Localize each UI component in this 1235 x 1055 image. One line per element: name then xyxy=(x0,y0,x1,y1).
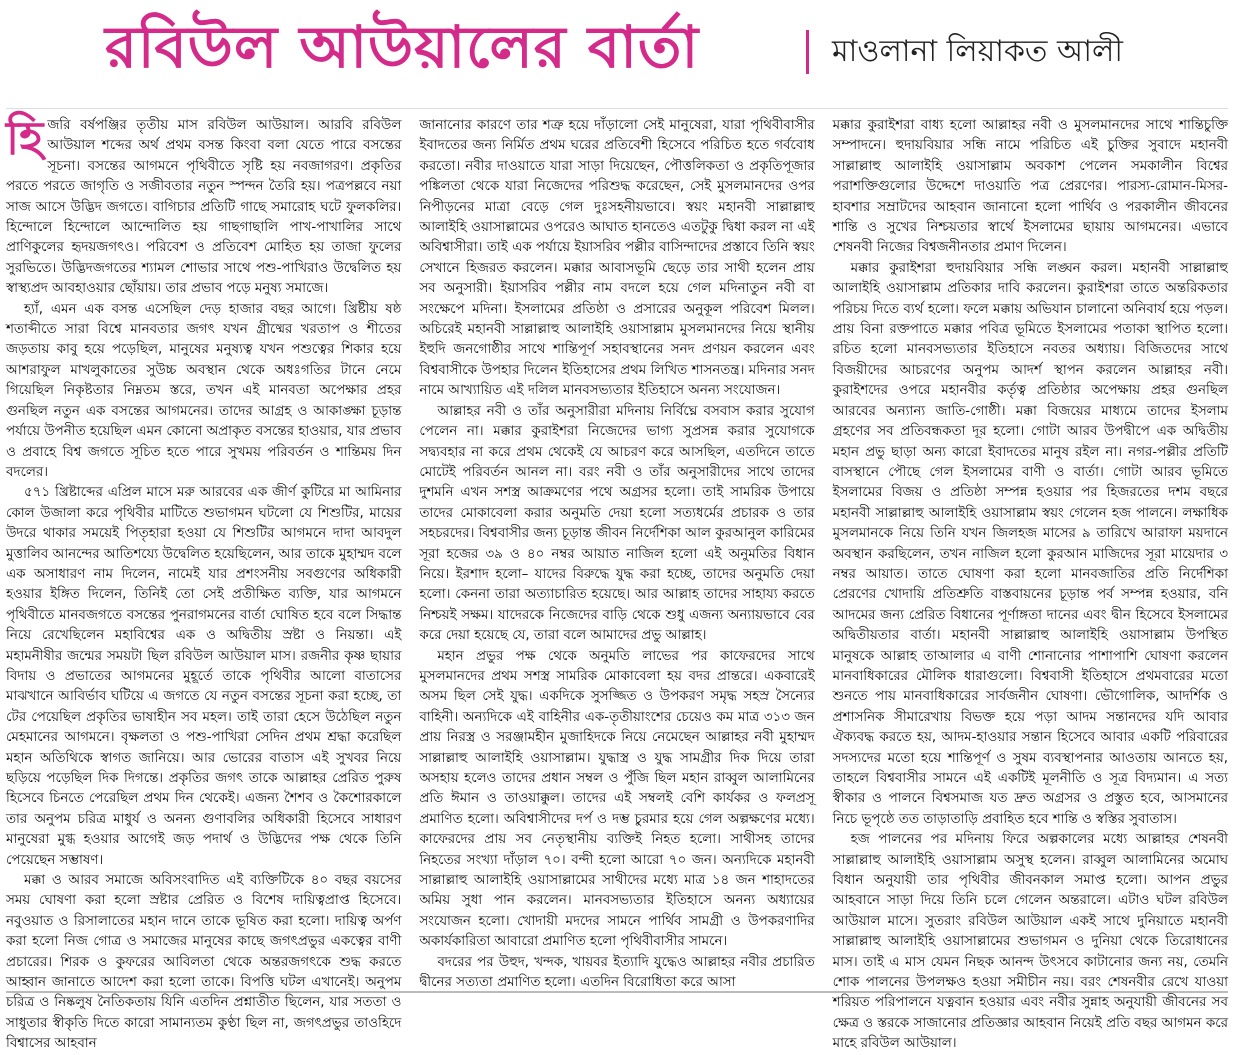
article-column-3 xyxy=(832,116,1228,1052)
article-paragraph: মক্কার কুরাইশরা হুদায়বিয়ার সন্ধি লঙ্ঘন করল। মহানবী সাল্লাল্লাহু আলাইহি ওয়াসাল্লাম প্রতিকার দাবি করলেন। কুরাইশরা তাতে অন্তরিকতার পরিচয় দিতে ব্যর্থ হলো। ফলে মক্কায় অভিযান চালানো অনিবার্য হয়ে পড়ল। প্রায় বিনা রক্তপাতে মক্কার পবিত্র ভূমিতে ইসলামের পতাকা স্থাপিত হলো। রচিত হলো মানবসভ্যতার ইতিহাসে নবতর অধ্যায়। বিজিতদের সাথে বিজয়ীদের আচরণের অনুপম আদর্শ স্থাপন করলেন আল্লাহর নবী। কুরাইশদের ওপরে মহানবীর কর্তৃত্ব প্রতিষ্ঠার অপেক্ষায় প্রহর গুনছিল আরবের অন্যান্য জাতি-গোষ্ঠী। মক্কা বিজয়ের মাধ্যমে তাদের ইসলাম গ্রহণের সব প্রতিবন্ধকতা দূর হলো। গোটা আরব উপদ্বীপে এক অদ্বিতীয় মহান প্রভু ছাড়া অন্য কারো ইবাদতের মানুষ রইল না। নগর-পল্লীর প্রতিটি বাসস্থানে পৌছে গেল ইসলামের বাণী ও বার্তা। গোটা আরব ভূমিতে ইসলামের বিজয় ও প্রতিষ্ঠা সম্পন্ন হওয়ার পর হিজরতের দশম বছরে মহানবী সাল্লাল্লাহু আলাইহি ওয়াসাল্লাম স্বয়ং গেলেন হজ পালনে। লক্ষাধিক মুসলমানকে নিয়ে তিনি যখন জিলহজ মাসের ৯ তারিখে আরাফা ময়দানে অবস্থান করছিলেন, তখন নাজিল হলো কুরআন মাজিদের সূরা মায়েদার ৩ নম্বর আয়াত। তাতে ঘোষণা করা হলো মানবজাতির প্রতি নির্দেশিকা প্রেরণের খোদায়ি প্রতিশ্রুতি বাস্তবায়নের চূড়ান্ত পর্ব সম্পন্ন হওয়ার, বনি আদমের জন্য প্রেরিত বিধানের পূর্ণাঙ্গতা দানের এবং দ্বীন হিসেবে ইসলামের অদ্বিতীয়তার বার্তা। মহানবী সাল্লাল্লাহু আলাইহি ওয়াসাল্লাম উপস্থিত মানুষকে আল্লাহ তাআলার এ বাণী শোনানোর পাশাপাশি ঘোষণা করলেন মানবাধিকারের মৌলিক ধারাগুলো। বিশ্ববাসী ইতিহাসে প্রথমবারের মতো শুনতে পায় মানবাধিকারের সার্বজনীন ঘোষণা। ভৌগোলিক, আদর্শিক ও প্রশাসনিক সীমারেখায় বিভক্ত হয়ে পড়া আদম সন্তানদের যদি আবার ঐক্যবদ্ধ করতে হয়, আদম-হাওয়ার সন্তান হিসেবে আবার একটি পরিবারের সদস্যদের মতো হয়ে শান্তিপূর্ণ ও সুষম ব্যবস্থাপনার আওতায় আনতে হয়, তাহলে বিশ্ববাসীর সামনে এই একটিই মূলনীতি ও সূত্র বিদ্যমান। এ সত্য স্বীকার ও পালনে বিশ্বসমাজ যত দ্রুত অগ্রসর ও প্রস্তুত হবে, আসমানের নিচে ভূপৃষ্ঠে তত তাড়াতাড়ি প্রবাহিত হবে শান্তি ও স্বস্তির সুবাতাস। xyxy=(832,260,1228,827)
article-paragraph: মক্কা ও আরব সমাজে অবিসংবাদিত এই ব্যক্তিটিকে ৪০ বছর বয়সের সময় ঘোষণা করা হলো স্রষ্টার প্রেরিত ও বিশেষ দায়িত্বপ্রাপ্ত হিসেবে। নবুওয়াত ও রিসালাতের মহান দানে তাকে ভূষিত করা হলো। দায়িত্ব অর্পণ করা হলো নিজ গোত্র ও সমাজের মানুষের কাছে জগৎপ্রভুর একত্বের বাণী প্রচারের। শিরক ও কুফরের আবিলতা থেকে অন্তরজগৎকে শুদ্ধ করতে আহ্বান জানাতে আদেশ করা হলো তাকে। বিপত্তি ঘটল এখানেই। অনুপম চরিত্র ও নিষ্কলুষ নৈতিকতায় যিনি এতদিন প্রশ্নাতীত ছিলেন, যার সততা ও সাধুতার স্বীকৃতি দিতে কারো সামান্যতম কুণ্ঠা ছিল না, জগৎপ্রভুর তাওহিদে বিশ্বাসের আহবান xyxy=(6,873,402,1052)
article-columns xyxy=(6,111,1228,1052)
article-byline: মাওলানা লিয়াকত আলী xyxy=(832,34,1123,69)
article-masthead xyxy=(0,0,1235,100)
paragraph-text: জরি বর্ষপঞ্জির তৃতীয় মাস রবিউল আউয়াল। আরবি রবিউল আউয়াল শব্দের অর্থ প্রথম বসন্ত কিংবা বলা যেতে পারে বসন্তের সূচনা। বসন্তের আগমনে পৃথিবীতে সৃষ্টি হয় নবজাগরণ। প্রকৃতির পরতে পরতে জাগৃতি ও সজীবতার নতুন স্পন্দন তৈরি হয়। পত্রপল্লবে নয়া সাজ আসে উদ্ভিদ জগতে। বাগিচার প্রতিটি গাছে সমারোহ ঘটে ফুলকলির। হিন্দোলে হিন্দোলে আন্দোলিত হয় গাছগাছালি পাখ-পাখালির সাথে প্রাণিকুলের হৃদয়জগৎও। পরিবেশ ও প্রতিবেশ মোহিত হয় তাজা ফুলের সুরভিতে। উদ্ভিদজগতের শ্যামল শোভার সাথে পশু-পাখিরাও উদ্বেলিত হয় স্বাস্থ্যপ্রদ আবহাওয়ার ছোঁয়ায়। তার প্রভাব পড়ে মনুষ্য সমাজে। xyxy=(6,118,402,297)
article-column-2 xyxy=(419,116,814,992)
article-paragraph: হজ পালনের পর মদিনায় ফিরে অল্পকালের মধ্যে আল্লাহর শেষনবী সাল্লাল্লাহু আলাইহি ওয়াসাল্লাম অসুস্থ হলেন। রাব্বুল আলামিনের অমোঘ বিধান অনুযায়ী তার পৃথিবীর জীবনকাল সমাপ্ত হলো। আপন প্রভুর আহবানে সাড়া দিয়ে তিনি চলে গেলেন অন্তরালে। এটাও ঘটল রবিউল আউয়াল মাসে। সুতরাং রবিউল আউয়াল একই সাথে দুনিয়াতে মহানবী সাল্লাল্লাহু আলাইহি ওয়াসাল্লামের শুভাগমন ও দুনিয়া থেকে তিরোধানের মাস। তাই এ মাস যেমন নিছক আনন্দ উৎসবে কাটানোর জন্য নয়, তেমনি শোক পালনের উপলক্ষও হওয়া সমীচীন নয়। বরং শেষনবীর রেখে যাওয়া শরিয়ত পরিপালনে যত্নবান হওয়ার এবং নবীর সুন্নাহ অনুযায়ী জীবনের সব ক্ষেত্র ও স্তরকে সাজানোর প্রতিজ্ঞার আহবান নিয়েই প্রতি বছর আগমন করে মাহে রবিউল আউয়াল। xyxy=(832,832,1228,1052)
drop-cap: হি xyxy=(6,111,44,165)
article-paragraph: ৫৭১ খ্রিষ্টাব্দের এপ্রিল মাসে মরু আরবের এক জীর্ণ কুটিরে মা আমিনার কোল উজালা করে পৃথিবীর মাটিতে শুভাগমন ঘটলো যে শিশুটির, মায়ের উদরে থাকার সময়েই পিতৃহারা হওয়া যে শিশুটির আগমনে দাদা আবদুল মুত্তালিব আনন্দের আতিশয্যে উদ্বেলিত হয়েছিলেন, আর তাকে মুহাম্মদ বলে এক অসাধারণ নাম দিলেন, নামেই যার প্রশংসনীয় সবগুণের অধিকারী হওয়ার ইঙ্গিত দিলেন, তিনিই তো সেই প্রতীক্ষিত ব্যক্তি, যার আগমনে পৃথিবীতে মানবজগতে বসন্তের পুনরাগমনের বার্তা ঘোষিত হবে বলে সিদ্ধান্ত নিয়ে রেখেছিলেন মহাবিশ্বের এক ও অদ্বিতীয় স্রষ্টা ও নিয়ন্তা। এই মহামনীষীর জন্মের সময়টা ছিল রবিউল আউয়াল মাস। রজনীর কৃষ্ণ ছায়ার বিদায় ও প্রভাতের আগমনের মুহূর্তে তাকে পৃথিবীর আলো বাতাসের মাঝখানে আবির্ভাব ঘটিয়ে এ জগতে যে নতুন বসন্তের সূচনা করা হচ্ছে, তা টের পেয়েছিল প্রকৃতির ভাষাহীন সব মহল। তাই তারা হেসে উঠেছিল নতুন মেহমানের আগমনে। বৃক্ষলতা ও পশু-পাখিরা সেদিন প্রথম শ্রদ্ধা করেছিল মহান অতিথিকে স্বাগত জানিয়ে। আর ভোরের বাতাস এই সুখবর নিয়ে ছড়িয়ে পড়েছিল দিক দিগন্তে। প্রকৃতির জগৎ তাকে আল্লাহর প্রেরিত পুরুষ হিসেবে চিনতে পেরেছিল প্রথম দিন থেকেই। এজন্য শৈশব ও কৈশোরকালে তার অনুপম চরিত্র মাধুর্য ও অনন্য গুণাবলির অধিকারী হিসেবে সাধারণ মানুষেরা মুগ্ধ হওয়ার আগেই জড় পদার্থ ও উদ্ভিদের পক্ষ থেকে তিনি পেয়েছেন সম্ভাষণ। xyxy=(6,485,402,868)
article-headline: রবিউল আউয়ালের বার্তা xyxy=(105,13,700,81)
article-paragraph: হ্যাঁ, এমন এক বসন্ত এসেছিল দেড় হাজার বছর আগে। খ্রিষ্টীয় ষষ্ঠ শতাব্দীতে সারা বিশ্বে মানবতার জগৎ যখন গ্রীষ্মের খরতাপ ও শীতের জড়তায় কাবু হয়ে পড়েছিল, মানুষের মনুষ্যত্ব যখন পশুত্বের শিকার হয়ে আশরাফুল মাখলুকাতের সুউচ্চ অবস্থান থেকে অধঃগতির টানে নেমে গিয়েছিল নিকৃষ্টতার নিম্নতম স্তরে, তখন এই মানবতা অপেক্ষার প্রহর গুনছিল নতুন এক বসন্তের আগমনের। তাদের আগ্রহ ও আকাঙ্ক্ষা চূড়ান্ত পর্যায়ে উপনীত হয়েছিল এমন কোনো অপ্রাকৃত বসন্তের হাওয়ার, যার প্রভাব ও প্রবাহে বিশ্ব জগতে সূচিত হতে পারে সুখময় পরিবর্তন ও শান্তিময় দিন বদলের। xyxy=(6,301,402,480)
article-paragraph xyxy=(6,111,402,300)
article-column-1 xyxy=(6,111,402,1052)
article-paragraph: মহান প্রভুর পক্ষ থেকে অনুমতি লাভের পর কাফেরদের সাথে মুসলমানদের প্রথম সশস্ত্র সামরিক মোকাবেলা হয় বদর প্রান্তরে। একবারেই অসম ছিল সেই যুদ্ধ। একদিকে সুসজ্জিত ও উপকরণ সমৃদ্ধ সহস্র সৈন্যের বাহিনী। অন্যদিকে এই বাহিনীর এক-তৃতীয়াংশের চেয়েও কম মাত্র ৩১৩ জন প্রায় নিরস্ত্র ও সরঞ্জামহীন মুজাহিদকে নিয়ে নেমেছেন আল্লাহর নবী মুহাম্মদ সাল্লাল্লাহু আলাইহি ওয়াসাল্লাম। যুদ্ধাস্ত্র ও যুদ্ধ সামগ্রীর দিক দিয়ে তারা অসহায় হলেও তাদের প্রধান সম্বল ও পুঁজি ছিল মহান রাব্বুল আলামিনের প্রতি ঈমান ও তাওয়াক্কুল। তাদের এই সম্বলই বেশি কার্যকর ও ফলপ্রসূ প্রমাণিত হলো। অবিশ্বাসীদের দর্প ও দম্ভ চুরমার হয়ে গেল অল্পক্ষণের মধ্যে। কাফেরদের প্রায় সব নেতৃস্থানীয় ব্যক্তিই নিহত হলো। সাথীসহ তাদের নিহতের সংখ্যা দাঁড়াল ৭০। বন্দী হলো আরো ৭০ জন। অন্যদিকে মহানবী সাল্লাল্লাহু আলাইহি ওয়াসাল্লামের সাথীদের মধ্যে মাত্র ১৪ জন শাহাদতের অমিয় সুধা পান করলেন। মানবসভ্যতার ইতিহাসে অনন্য অধ্যায়ের সংযোজন হলো। খোদায়ী মদদের সামনে পার্থিব সামগ্রী ও উপকরণাদির অকার্যকারিতা আবারো প্রমাণিত হলো পৃথিবীবাসীর সামনে। xyxy=(419,648,815,950)
article-paragraph: আল্লাহর নবী ও তাঁর অনুসারীরা মদিনায় নির্বিঘ্নে বসবাস করার সুযোগ পেলেন না। মক্কার কুরাইশরা নিজেদের ভাগ্য সুপ্রসন্ন করার সুযোগকে সদ্ব্যবহার না করে প্রথম থেকেই যে আচরণ করে আসছিল, এতদিনে তাতে মোটেই পরিবর্তন আনল না। বরং নবী ও তাঁর অনুসারীদের সাথে তাদের দুশমনি এখন সশস্ত্র আক্রমণের পথে অগ্রসর হলো। তাই সামরিক উপায়ে তাদের মোকাবেলা করার অনুমতি দেয়া হলো সত্যধর্মের প্রচারক ও তার সহচরদের। বিশ্ববাসীর জন্য চূড়ান্ত জীবন নির্দেশিকা আল কুরআনুল কারিমের সূরা হজের ৩৯ ও ৪০ নম্বর আয়াত নাজিল হলো এই অনুমতির বিধান নিয়ে। ইরশাদ হলো– যাদের বিরুদ্ধে যুদ্ধ করা হচ্ছে, তাদের অনুমতি দেয়া হলো। কেননা তারা অত্যাচারিত হয়েছে। আর আল্লাহ তাদের সাহায্য করতে নিশ্চয়ই সক্ষম। যাদেরকে নিজেদের বাড়ি থেকে শুধু এজন্য অন্যায়ভাবে বের করে দেয়া হয়েছে যে, তারা বলে আমাদের প্রভু আল্লাহ। xyxy=(419,403,815,644)
masthead-rule xyxy=(6,108,1228,109)
article-paragraph: জানানোর কারণে তার শত্রু হয়ে দাঁড়ালো সেই মানুষেরা, যারা পৃথিবীবাসীর ইবাদতের জন্য নির্মিত প্রথম ঘরের প্রতিবেশী হিসেবে পরিচিত হতে গর্ববোধ করতো। নবীর দাওয়াতে যারা সাড়া দিয়েছেন, পৌত্তলিকতা ও প্রকৃতিপূজার পঙ্কিলতা থেকে যারা নিজেদের পরিশুদ্ধ করেছেন, সেই মুসলমানদের ওপর নিপীড়নের মাত্রা বেড়ে গেল দুঃসহনীয়ভাবে। স্বয়ং মহানবী সাল্লাল্লাহু আলাইহি ওয়াসাল্লামের ওপরেও আঘাত হানতেও এতটুকু দ্বিধা করল না এই অবিশ্বাসীরা। তাই এক পর্যায়ে ইয়াসরিব পল্লীর বাসিন্দাদের প্রস্তাবে তিনি স্বয়ং সেখানে হিজরত করলেন। মক্কার আবাসভূমি ছেড়ে তার সাথী হলেন প্রায় সব অনুসারী। ইয়াসরিব পল্লীর নাম বদলে হয়ে গেল মদিনাতুন নবী বা সংক্ষেপে মদিনা। ইসলামের প্রতিষ্ঠা ও প্রসারের অনুকূল পরিবেশ মিলল। অচিরেই মহানবী সাল্লাল্লাহু আলাইহি ওয়াসাল্লাম মুসলমানদের নিয়ে স্থানীয় ইহুদি জনগোষ্ঠীর সাথে শান্তিপূর্ণ সহাবস্থানের সনদ প্রণয়ন করলেন এবং বিশ্ববাসীকে উপহার দিলেন ইতিহাসের প্রথম লিখিত শাসনতন্ত্র। মদিনার সনদ নামে আখ্যায়িত এই দলিল মানবসভ্যতার ইতিহাসে অনন্য সংযোজন। xyxy=(419,118,815,399)
article-paragraph: মক্কার কুরাইশরা বাধ্য হলো আল্লাহর নবী ও মুসলমানদের সাথে শান্তিচুক্তি সম্পাদনে। হুদায়বিয়ার সন্ধি নামে পরিচিত এই চুক্তির সুবাদে মহানবী সাল্লাল্লাহু আলাইহি ওয়াসাল্লাম অবকাশ পেলেন সমকালীন বিশ্বের পরাশক্তিগুলোর উদ্দেশে দাওয়াতি পত্র প্রেরণের। পারস্য-রোমান-মিসর-হাবশার সম্রাটদের আহবান জানানো হলো পার্থিব ও পরকালীন জীবনের শান্তি ও সুখের নিশ্চয়তার স্বার্থে ইসলামের ছায়ায় আগমনের। এভাবে শেষনবী নিজের বিশ্বজনীনতার প্রমাণ দিলেন। xyxy=(832,118,1228,256)
byline-divider xyxy=(806,30,809,74)
page-bottom-rule xyxy=(6,991,1228,993)
article-paragraph: বদরের পর উহুদ, খন্দক, খায়বর ইত্যাদি যুদ্ধেও আল্লাহর নবীর প্রচারিত দ্বীনের সত্যতা প্রমাণিত হলো। এতদিন বিরোধিতা করে আসা xyxy=(419,954,815,991)
